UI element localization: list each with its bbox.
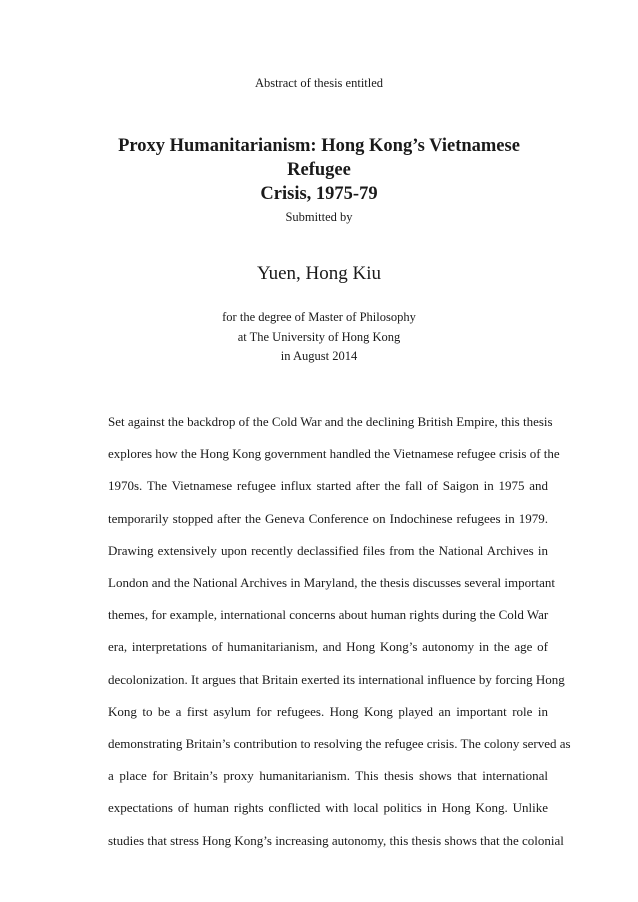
thesis-title-line: Proxy Humanitarianism: Hong Kong’s Vietnamese Refugee <box>118 136 520 180</box>
abstract-intro-line: Abstract of thesis entitled <box>254 76 384 90</box>
date-line: in August 2014 <box>280 349 358 363</box>
degree-info <box>0 308 638 367</box>
thesis-title <box>90 134 548 206</box>
abstract-line: a place for Britain’s proxy humanitarianism. This thesis shows that international <box>108 768 548 784</box>
abstract-line: temporarily stopped after the Geneva Conference on Indochinese refugees in 1979. <box>108 510 548 526</box>
author-name: Yuen, Hong Kiu <box>256 263 382 284</box>
abstract-line: Set against the backdrop of the Cold War and the declining British Empire, this thesis <box>108 414 553 429</box>
abstract-line: London and the National Archives in Maryland, the thesis discusses several important <box>108 575 555 591</box>
abstract-line: Drawing extensively upon recently declassified files from the National Archives in <box>108 542 548 558</box>
abstract-line: explores how the Hong Kong government handled the Vietnamese refugee crisis of the <box>108 446 560 462</box>
abstract-line: decolonization. It argues that Britain exerted its international influence by forcing Hong <box>108 671 565 687</box>
abstract-line: expectations of human rights conflicted with local politics in Hong Kong. Unlike <box>108 800 548 816</box>
abstract-line: themes, for example, international concerns about human rights during the Cold War <box>108 607 549 623</box>
degree-line: for the degree of Master of Philosophy <box>222 310 416 324</box>
abstract-line: studies that stress Hong Kong’s increasing autonomy, this thesis shows that the colonial <box>108 832 564 848</box>
thesis-title-line: Crisis, 1975-79 <box>260 184 378 204</box>
university-line: at The University of Hong Kong <box>237 329 401 344</box>
abstract-line: Kong to be a first asylum for refugees. Hong Kong played an important role in <box>108 703 548 719</box>
abstract-body <box>108 406 571 857</box>
abstract-line: era, interpretations of humanitarianism, and Hong Kong’s autonomy in the age of <box>108 639 548 655</box>
abstract-line: 1970s. The Vietnamese refugee influx started after the fall of Saigon in 1975 and <box>108 478 548 494</box>
submitted-by-label: Submitted by <box>285 210 353 224</box>
abstract-line: demonstrating Britain’s contribution to resolving the refugee crisis. The colony served as <box>108 736 571 752</box>
